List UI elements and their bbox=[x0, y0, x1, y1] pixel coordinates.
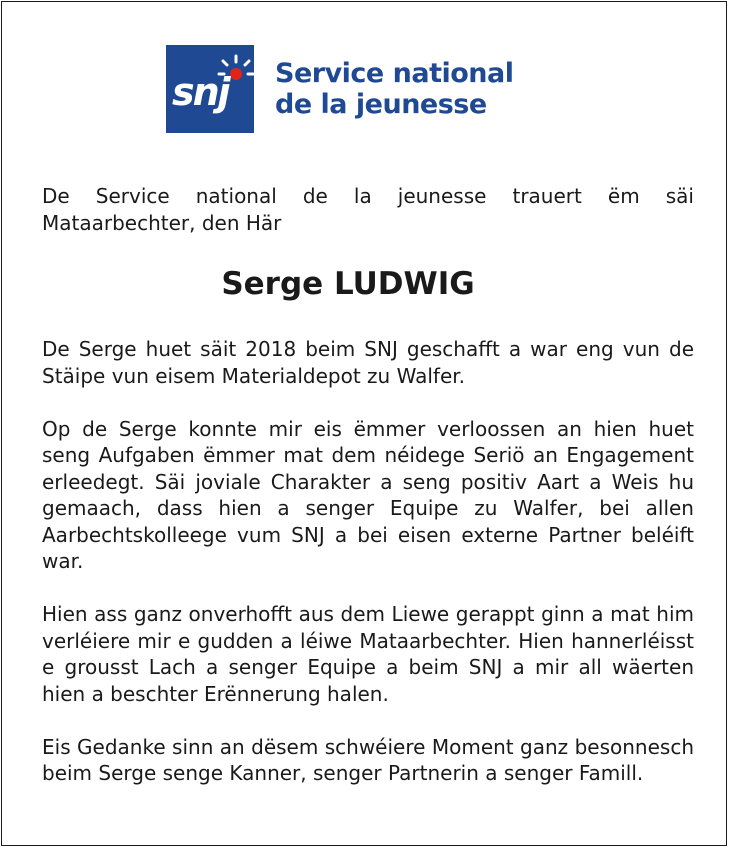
snj-logo-mark bbox=[166, 45, 254, 133]
snj-logo bbox=[166, 45, 514, 133]
paragraph-4: Eis Gedanke sinn an dësem schwéiere Moment ganz besonnesch beim Serge senge Kanner, senger Partnerin a senger Famill. bbox=[42, 734, 694, 785]
notice-body bbox=[42, 183, 694, 787]
notice-frame bbox=[1, 1, 727, 846]
intro-text: De Service national de la jeunesse trauert ëm säi Mataarbechter, den Här bbox=[42, 184, 694, 235]
snj-logo-text bbox=[275, 58, 514, 120]
snj-logo-letters: snj bbox=[172, 70, 229, 114]
paragraph-1: De Serge huet säit 2018 beim SNJ geschafft a war eng vun de Stäipe vun eisem Materialdepot zu Walfer. bbox=[42, 337, 694, 388]
logo-line-2: de la jeunesse bbox=[275, 89, 487, 120]
paragraph-3: Hien ass ganz onverhofft aus dem Liewe gerappt ginn a mat him verléiere mir e gudden a léiwe Mataarbechter. Hien hannerléisst e grousst Lach a senger Equipe a beim SNJ a mir all wäerten hien a beschter Erënnerung halen. bbox=[42, 602, 694, 706]
deceased-name: Serge LUDWIG bbox=[221, 266, 475, 302]
paragraph-2: Op de Serge konnte mir eis ëmmer verloossen an hien huet seng Aufgaben ëmmer mat dem néidege Seriö an Engagement erleedegt. Säi joviale Charakter a seng positiv Aart a Weis hu gemaach, dass hien a senger Equipe zu Walfer, bei allen Aarbechtskolleege vum SNJ a bei eisen externe Partner beléift war. bbox=[42, 416, 694, 573]
logo-line-1: Service national bbox=[275, 58, 514, 89]
